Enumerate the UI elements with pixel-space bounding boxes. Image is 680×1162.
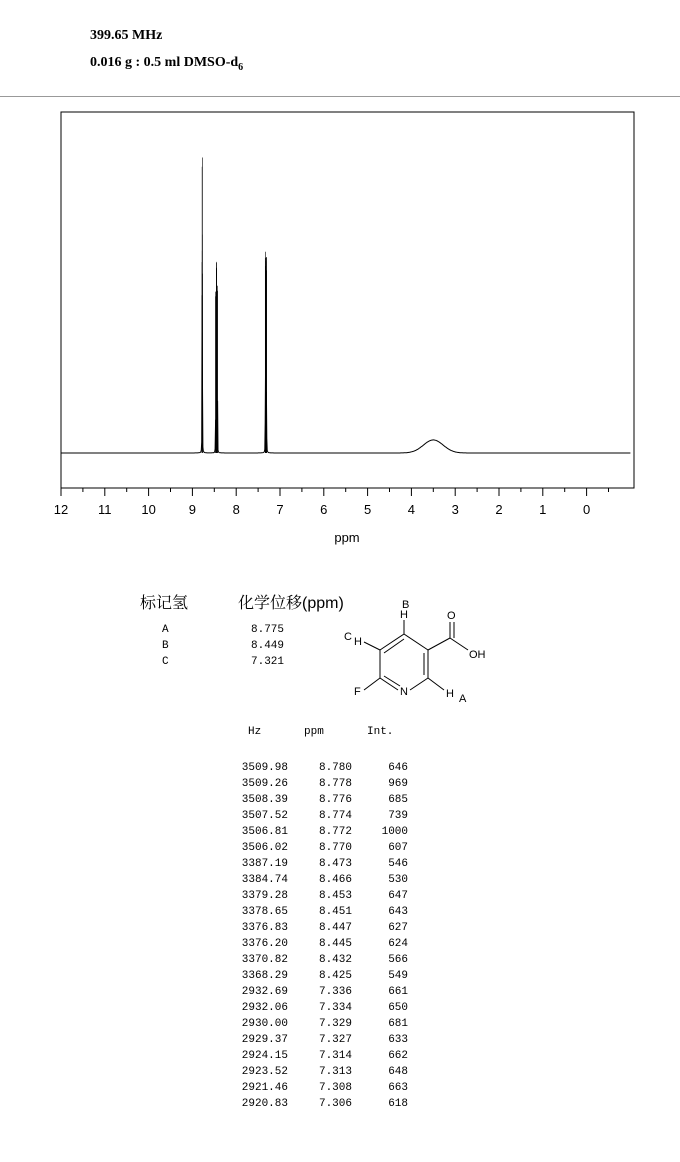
x-tick-label: 4 (407, 502, 416, 517)
atom-label-n: N (400, 686, 408, 698)
atom-label-f: F (354, 686, 361, 698)
spectrum-trace (61, 295, 630, 453)
peak-hz: 3507.52 (241, 810, 288, 822)
peak-int: 1000 (381, 826, 408, 838)
peak-row (226, 986, 408, 1002)
peak-int: 643 (388, 906, 408, 918)
peak-int: 627 (388, 922, 408, 934)
assignment-header-label: 标记氢 (140, 595, 189, 612)
atom-label-o: O (447, 610, 456, 622)
peak-hz: 2929.37 (241, 1034, 288, 1046)
peak-row (226, 826, 408, 842)
x-axis-ticks (61, 488, 587, 496)
peak-hz: 2930.00 (241, 1018, 288, 1030)
x-tick-label: 1 (539, 502, 547, 517)
peak-row (226, 794, 408, 810)
assignment-shift: 8.775 (251, 624, 285, 636)
peak-int: 607 (388, 842, 408, 854)
x-tick-label: 12 (53, 502, 69, 517)
peak-ppm: 7.327 (318, 1034, 352, 1046)
peak-hz: 3370.82 (241, 954, 288, 966)
peak-int: 739 (388, 810, 408, 822)
peak-hz: 3387.19 (241, 858, 288, 870)
peak-int: 633 (388, 1034, 408, 1046)
x-axis-label: ppm (334, 530, 360, 545)
peak-ppm: 8.447 (318, 922, 352, 934)
sample-text: 0.016 g : 0.5 ml DMSO-d (90, 55, 239, 70)
assignment-label: A (162, 624, 169, 636)
bond (384, 676, 400, 686)
x-axis-tick-labels (54, 502, 590, 517)
peak-hz: 2924.15 (241, 1050, 288, 1062)
bond (380, 678, 398, 690)
peak-int: 681 (388, 1018, 408, 1030)
peak-row (226, 1002, 408, 1018)
x-tick-label: 8 (232, 502, 240, 517)
peak-row (226, 906, 408, 922)
x-tick-label: 11 (98, 502, 112, 517)
bond (364, 678, 380, 690)
peak-int: 661 (388, 986, 408, 998)
peak-ppm: 8.770 (318, 842, 352, 854)
peak-int: 663 (388, 1082, 408, 1094)
peak-ppm: 8.432 (318, 954, 352, 966)
peak-row (226, 810, 408, 826)
peak-hz: 2921.46 (241, 1082, 288, 1094)
peak-row (226, 778, 408, 794)
atom-label-hc: H (354, 636, 362, 648)
peak-ppm: 7.329 (318, 1018, 352, 1030)
bond (428, 678, 444, 690)
peak-ppm: 8.445 (318, 938, 352, 950)
peak-row (226, 874, 408, 890)
peak-row (226, 1066, 408, 1082)
atom-tag-b: B (402, 600, 410, 611)
peak-int: 647 (388, 890, 408, 902)
peak-ppm: 8.453 (318, 890, 352, 902)
bond (410, 678, 428, 690)
peak-ppm: 7.334 (318, 1002, 352, 1014)
sample-description (90, 55, 243, 73)
peak-hz: 2932.69 (241, 986, 288, 998)
peak-table-header (226, 726, 408, 742)
atom-label-hb: H (400, 609, 408, 621)
peak-row (226, 1082, 408, 1098)
peak-int: 624 (388, 938, 408, 950)
header-ppm: ppm (304, 726, 324, 738)
assignment-shift: 7.321 (251, 656, 285, 668)
peak-row (226, 1050, 408, 1066)
peak-int: 648 (388, 1066, 408, 1078)
peak-hz: 3368.29 (241, 970, 288, 982)
peak-ppm: 7.336 (318, 986, 352, 998)
peak-hz: 2920.83 (241, 1098, 288, 1110)
peak-int: 646 (388, 762, 408, 774)
peak-hz: 3376.20 (241, 938, 288, 950)
atom-tag-c: C (344, 631, 352, 643)
peak-ppm: 7.313 (318, 1066, 352, 1078)
peak-row (226, 970, 408, 986)
peak-ppm: 8.425 (318, 970, 352, 982)
peak-int: 546 (388, 858, 408, 870)
assignment-header-shift: 化学位移(ppm) (238, 595, 344, 612)
peak-row (226, 858, 408, 874)
assignment-label: B (162, 640, 169, 652)
peak-hz: 3379.28 (241, 890, 288, 902)
x-tick-label: 7 (276, 502, 284, 517)
header-int: Int. (367, 726, 394, 738)
peak-int: 618 (388, 1098, 408, 1110)
x-tick-label: 0 (582, 502, 591, 517)
peak-row (226, 762, 408, 778)
sample-subscript: 6 (238, 61, 244, 73)
assignment-label: C (162, 656, 169, 668)
peak-hz: 3509.26 (241, 778, 288, 790)
peak-ppm: 8.451 (318, 906, 352, 918)
peak-row (226, 922, 408, 938)
bond (364, 642, 380, 650)
peak-ppm: 8.780 (318, 762, 352, 774)
x-tick-label: 5 (363, 502, 372, 517)
x-tick-label: 9 (188, 502, 197, 517)
peak-hz: 3506.81 (241, 826, 288, 838)
peak-int: 530 (388, 874, 408, 886)
peak-row (226, 938, 408, 954)
peak-ppm: 8.473 (318, 858, 352, 870)
x-tick-label: 3 (451, 502, 459, 517)
molecule-structure (330, 600, 500, 710)
peak-hz: 3384.74 (241, 874, 288, 886)
peak-ppm: 7.306 (318, 1098, 352, 1110)
peak-row (226, 1098, 408, 1114)
x-tick-label: 2 (495, 502, 503, 517)
peak-hz: 3509.98 (241, 762, 288, 774)
header-divider (0, 96, 680, 97)
peak-int: 650 (388, 1002, 408, 1014)
peak-ppm: 7.308 (318, 1082, 352, 1094)
peak-int: 969 (388, 778, 408, 790)
peak-ppm: 7.314 (318, 1050, 352, 1062)
peak-row (226, 842, 408, 858)
peak-hz: 2932.06 (241, 1002, 288, 1014)
header-hz: Hz (248, 726, 262, 738)
peak-hz: 3376.83 (241, 922, 288, 934)
peak-table (226, 726, 408, 1114)
peak-row (226, 954, 408, 970)
peak-row (226, 890, 408, 906)
atom-label-oh: OH (469, 649, 486, 661)
peak-hz: 3506.02 (241, 842, 288, 854)
peak-ppm: 8.466 (318, 874, 352, 886)
bond (404, 634, 428, 650)
peak-int: 549 (388, 970, 408, 982)
peak-int: 662 (388, 1050, 408, 1062)
spectrometer-frequency: 399.65 MHz (90, 28, 163, 43)
peak-int: 685 (388, 794, 408, 806)
peak-ppm: 8.778 (318, 778, 352, 790)
nmr-spectrum-chart (0, 100, 680, 560)
peak-hz: 2923.52 (241, 1066, 288, 1078)
x-tick-label: 10 (141, 502, 156, 517)
bond (450, 638, 468, 650)
assignment-shift: 8.449 (251, 640, 285, 652)
peak-ppm: 8.772 (318, 826, 352, 838)
x-tick-label: 6 (320, 502, 328, 517)
bond (428, 638, 450, 650)
peak-row (226, 1034, 408, 1050)
peak-hz: 3508.39 (241, 794, 288, 806)
peak-int: 566 (388, 954, 408, 966)
peak-hz: 3378.65 (241, 906, 288, 918)
peak-ppm: 8.774 (318, 810, 352, 822)
plot-frame (61, 112, 634, 488)
x-axis-minor-ticks (83, 488, 609, 492)
atom-label-ha: H (446, 688, 454, 700)
atom-tag-a: A (459, 693, 467, 705)
peak-ppm: 8.776 (318, 794, 352, 806)
peak-row (226, 1018, 408, 1034)
